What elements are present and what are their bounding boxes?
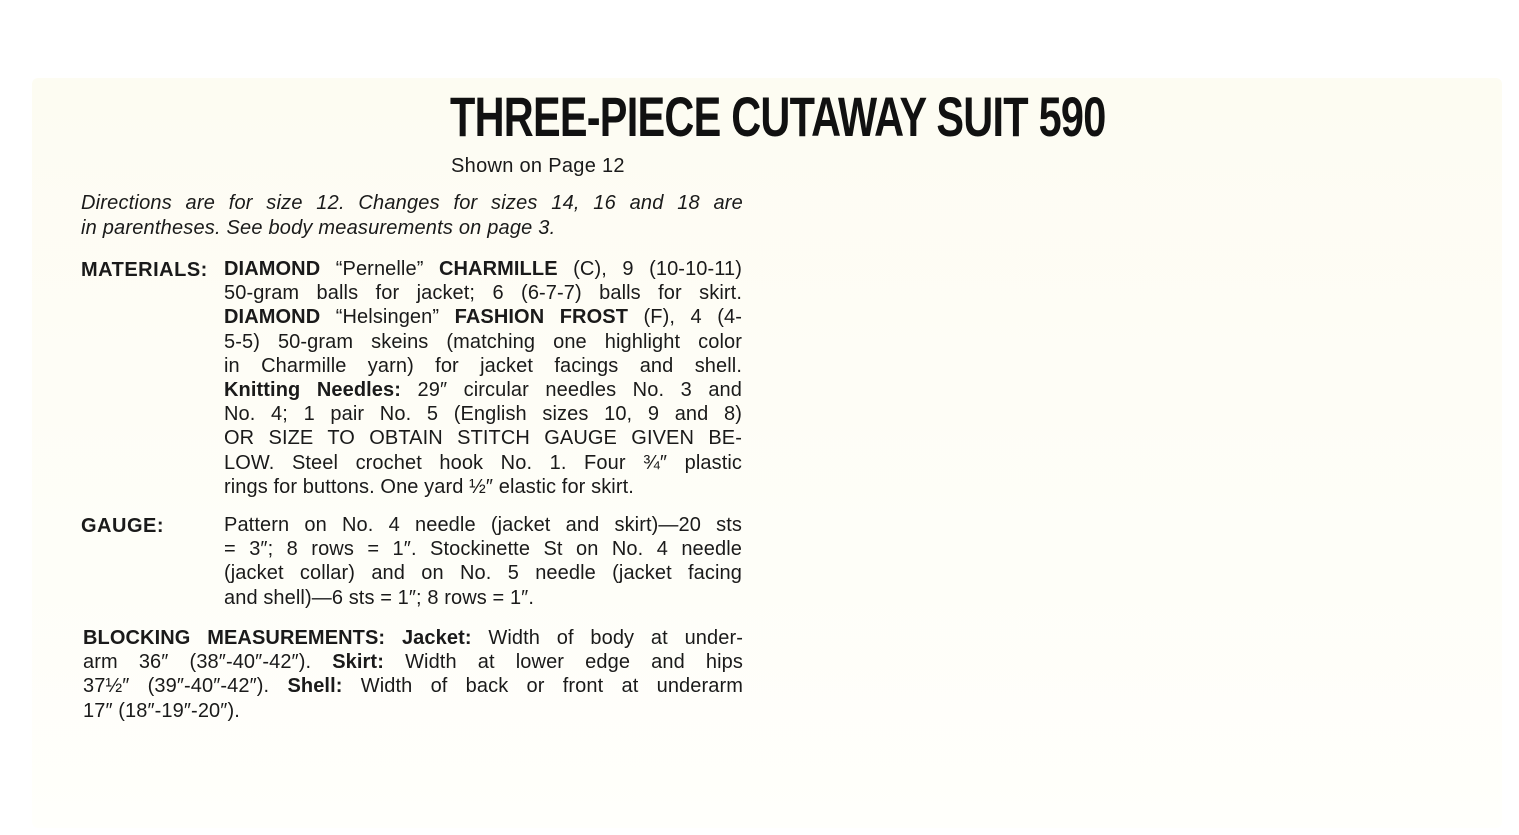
- text-run: “Helsingen”: [320, 306, 455, 329]
- blocking-measurements-text: [83, 626, 743, 723]
- gauge-line: [224, 561, 742, 585]
- materials-line: [224, 378, 742, 402]
- text-run: 50-gram balls for jacket; 6 (6-7-7) balls for skirt.: [224, 282, 742, 305]
- text-run: “Pernelle”: [320, 258, 439, 280]
- materials-line: [224, 451, 742, 475]
- text-run: Width of body at under-: [471, 627, 743, 649]
- text-run: Width of back or front at underarm: [342, 675, 743, 698]
- text-run: LOW. Steel crochet hook No. 1. Four ¾″ plastic: [224, 451, 742, 474]
- gauge-label: GAUGE:: [81, 515, 164, 537]
- text-run: = 3″; 8 rows = 1″. Stockinette St on No. 4 needle: [224, 538, 742, 561]
- materials-text: [224, 257, 742, 499]
- bold-term: DIAMOND: [224, 306, 321, 329]
- text-run: arm 36″ (38″-40″-42″).: [83, 651, 333, 674]
- page-title: THREE-PIECE CUTAWAY SUIT 590: [450, 85, 1106, 148]
- text-run: and shell)—6 sts = 1″; 8 rows = 1″.: [224, 586, 535, 609]
- text-run: (jacket collar) and on No. 5 needle (jacket facing: [224, 562, 742, 585]
- gauge-line: [224, 586, 742, 610]
- text-run: 5-5) 50-gram skeins (matching one highlight color: [224, 330, 742, 353]
- materials-line: [224, 354, 742, 378]
- text-run: 29″ circular needles No. 3 and: [401, 379, 742, 402]
- gauge-line: [224, 537, 742, 561]
- materials-line: [224, 330, 742, 354]
- text-run: 17″ (18″-19″-20″).: [83, 699, 240, 722]
- bold-term: BLOCKING MEASUREMENTS: Jacket:: [83, 627, 472, 649]
- text-run: (F), 4 (4-: [628, 306, 743, 329]
- blocking-line: [83, 650, 743, 674]
- bold-term: FASHION FROST: [454, 306, 629, 329]
- text-run: (C), 9 (10-10-11): [557, 258, 742, 280]
- bold-term: DIAMOND: [224, 258, 321, 280]
- text-run: Pattern on No. 4 needle (jacket and skirt)—20 sts: [224, 514, 742, 536]
- materials-line: [224, 402, 742, 426]
- text-run: Width at lower edge and hips: [383, 651, 743, 674]
- bold-term: Skirt:: [332, 651, 384, 674]
- intro-line: in parentheses. See body measurements on page 3.: [81, 217, 556, 239]
- text-run: 37½″ (39″-40″-42″).: [83, 675, 288, 698]
- materials-label: MATERIALS:: [81, 259, 208, 281]
- blocking-line: [83, 699, 743, 723]
- text-run: No. 4; 1 pair No. 5 (English sizes 10, 9 and 8): [224, 403, 742, 426]
- materials-line: [224, 281, 742, 305]
- materials-line: [224, 475, 742, 499]
- gauge-text: [224, 513, 742, 610]
- bold-term: Knitting Needles:: [224, 379, 402, 402]
- page-subtitle: Shown on Page 12: [451, 155, 625, 177]
- text-run: rings for buttons. One yard ½″ elastic for skirt.: [224, 475, 634, 498]
- intro-line: Directions are for size 12. Changes for sizes 14, 16 and 18 are: [81, 192, 743, 214]
- materials-line: [224, 305, 742, 329]
- bold-term: Shell:: [287, 675, 343, 698]
- text-run: in Charmille yarn) for jacket facings and shell.: [224, 354, 742, 377]
- materials-line: [224, 426, 742, 450]
- bold-term: CHARMILLE: [438, 258, 558, 280]
- blocking-line: [83, 674, 743, 698]
- materials-line: [224, 257, 742, 281]
- gauge-line: [224, 513, 742, 537]
- text-run: OR SIZE TO OBTAIN STITCH GAUGE GIVEN BE-: [224, 427, 742, 450]
- intro-paragraph: [81, 191, 743, 241]
- blocking-line: [83, 626, 743, 650]
